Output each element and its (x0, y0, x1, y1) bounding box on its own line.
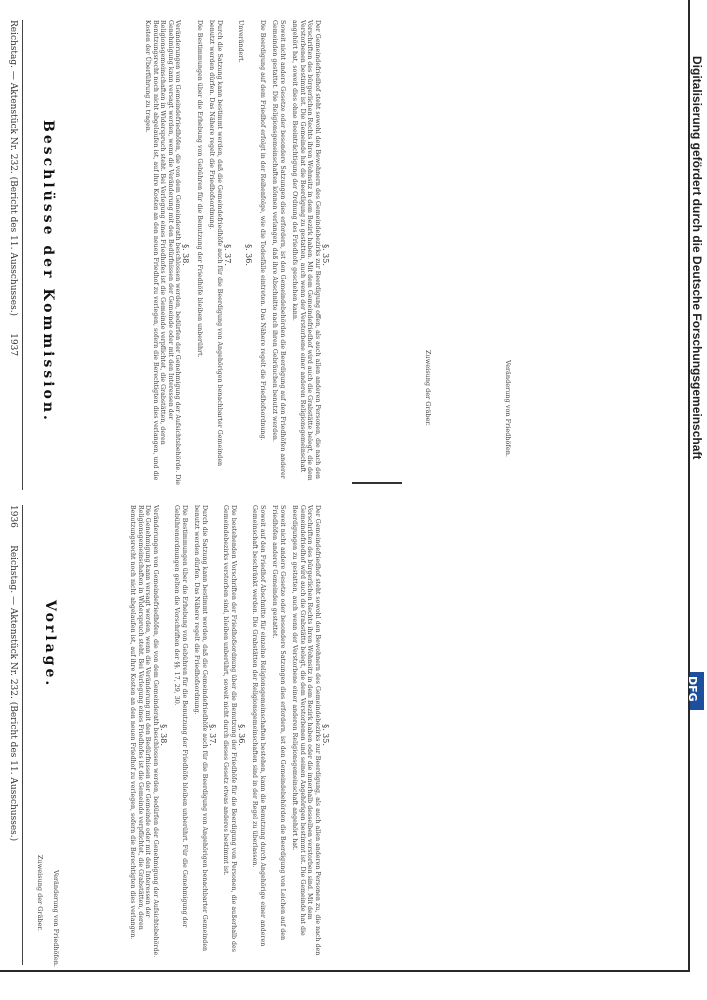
section-label: §. 35. (321, 724, 330, 746)
section-text: Durch die Satzung kann bestimmt werden, daß die Gemeindefriedhöfe auch für die Beerdigung von Angehörigen benachbarter Gemeinden benutzt werden dürfen. Das Nähere regelt die Friedhofsordnung. (208, 20, 223, 467)
right-section (208, 20, 232, 490)
section-label: §. 38. (181, 244, 191, 266)
head-rule-left (22, 505, 23, 965)
section-text: Soweit nicht andere Gesetze oder besondere Satzungen dies erfordern, ist den Gemeindebehörden die Beerdigung auf den Friedhöfen anderer Gemeinden gestattet. Die Religionsgemeinschaften können verlangen, daß ihre Abschnitte nach ihren Gebräuchen benutzt werden. (271, 20, 286, 479)
section-text: Die Beerdigung auf dem Friedhof erfolgt in der Reihenfolge, wie die Todesfälle eintreten. Das Nähere regelt die Friedhofsordnung. (259, 20, 266, 441)
left-section (251, 505, 266, 965)
section-label: §. 36. (244, 244, 254, 266)
left-section (291, 505, 330, 965)
running-head-left-text: Reichstag. — Aktenstück Nr. 232. (Bericht des 11. Ausschusses.) (8, 545, 18, 842)
left-section (271, 505, 286, 965)
left-section (193, 505, 217, 965)
section-text: Unverändert. (237, 20, 245, 63)
section-label: §. 38. (159, 724, 168, 746)
right-section (196, 20, 204, 490)
section-label: §. 35. (321, 244, 330, 266)
right-column (139, 20, 330, 490)
section-text: Die Bestimmungen über die Erhebung von Gebühren für die Benutzung der Friedhöfe bleiben unberührt. Für die Genehmigung der Gebührenordnungen gelten die Vorschriften der §§. 17, 29, 30. (173, 505, 188, 928)
section-text: Veränderungen von Gemeindefriedhöfen, die von dem Gemeinderath beschlossen werden, bedürfen der Genehmigung der Aufsichtsbehörde. Die Genehmigung kann versagt werden, wenn die Veränderung mit den Bedürfnissen der Gemeinde oder mit den Interessen der Religionsgemeinschaften in Widerspruch steht. Bei Verlegung eines Friedhofes ist die Gemeinde verpflichtet, die Grabstätten, deren Benutzungsrecht noch nicht abgelaufen ist, auf ihre Kosten an den neuen Friedhof zu verlegen, sofern die Berechtigten dies verlangen, und die Kosten der Überführung zu tragen. (144, 20, 182, 486)
right-section (144, 20, 191, 490)
page-number-right: 1937 (8, 333, 18, 357)
section-text: Der Gemeindefriedhof steht sowohl den Bewohnern des Gemeindebezirks zur Beerdigung offen, als auch allen anderen Personen, die nach den Vorschriften des bürgerlichen Rechts ihren Wohnsitz in dem Bezirk haben. Mit dem Gemeindefriedhof wird auch die Grabstätte belegt, die dem Verstorbenen bestimmt ist. Die Gemeinde hat die Beerdigung zu gestatten, auch wenn der Verstorbene einer anderen Religionsgemeinschaft angehört hat, soweit dies ohne Beeinträchtigung der Ordnung des Friedhofs geschehen kann. (291, 20, 321, 481)
running-head-left (7, 505, 18, 841)
right-section (291, 20, 330, 490)
watermark-text: Digitalisierung gefördert durch die Deutsche Forschungsgemeinschaft (690, 56, 704, 460)
margin-note-left-2: Veränderung von Friedhöfen. (52, 870, 60, 967)
page-edge-bottom (0, 970, 690, 972)
section-text: Soweit auf den Friedhof Abschnitte für einzelne Religionsgemeinschaften bestehen, kann die Benutzung durch Angehörige einer anderen Gemeinschaft beschränkt werden. Die Grabstätten der Religionsgemeinschaften sind in der Regel zu überlassen. (251, 505, 266, 947)
section-text: Die Bestimmungen über die Erhebung von Gebühren für die Benutzung der Friedhöfe bleiben unberührt. (196, 20, 203, 358)
left-section (222, 505, 246, 965)
margin-note-left-1: Zuweisung der Gräber. (36, 855, 44, 931)
margin-note-right-1: Zuweisung der Gräber. (424, 350, 432, 426)
right-section (237, 20, 254, 490)
left-section (173, 505, 188, 965)
section-text: Soweit nicht andere Gesetze oder besondere Satzungen dies erfordern, ist den Gemeindebehörden die Beerdigung von Leichen auf den Friedhöfen anderer Gemeinden gestattet. (271, 505, 286, 941)
running-head-right-text: Reichstag. — Aktenstück Nr. 232. (Bericht des 11. Ausschusses.) (8, 20, 18, 317)
section-text: Der Gemeindefriedhof steht sowohl den Bewohnern des Gemeindebezirks zur Beerdigung, als auch allen anderen Personen zu, die nach den Vorschriften des bürgerlichen Rechts ihren Wohnsitz in dem Bezirk haben oder die innerhalb desselben verstorben sind. Mit dem Gemeindefriedhof wird auch die Grabstätte belegt, die dem Verstorbenen und seinen Angehörigen bestimmt ist. Die Gemeinde hat die Beerdigungen zu gestatten, auch wenn der Verstorbene einer anderen Religionsgemeinschaft angehört hat. (291, 505, 321, 956)
column-separator (352, 482, 402, 484)
left-title: Vorlage. (42, 600, 58, 689)
running-head-right (7, 20, 18, 356)
section-text: Die bestehenden Vorschriften der Friedhofsordnung über die Benutzung der Friedhöfe für die Beerdigung von Personen, die außerhalb des Gemeindebezirks verstorben sind, bleiben unberührt, soweit nicht durch dieses Gesetz etwas anderes bestimmt ist. (222, 505, 237, 952)
section-label: §. 37. (223, 244, 232, 266)
section-text: Durch die Satzung kann bestimmt werden, daß die Gemeindefriedhöfe auch für die Beerdigung von Angehörigen benachbarter Gemeinden benutzt werden dürfen. Das Nähere regelt die Friedhofsordnung. (193, 505, 208, 952)
dfg-logo-icon (686, 672, 704, 710)
section-label: §. 37. (208, 724, 217, 746)
section-text: Veränderungen von Gemeindefriedhöfen, die von dem Gemeinderath beschlossen werden, bedürfen der Genehmigung der Aufsichtsbehörde. Die Genehmigung kann versagt werden, wenn die Veränderung mit den Bedürfnissen der Gemeinde oder mit den Interessen der Religionsgemeinschaften in Widerspruch steht. Bei Verlegung eines Friedhofes ist die Gemeinde verpflichtet, die Grabstätten, deren Benutzungsrecht noch nicht abgelaufen ist, auf ihre Kosten an den neuen Friedhof zu verlegen, sofern die Berechtigten dies verlangen. (129, 505, 159, 958)
left-section (129, 505, 168, 965)
left-column (124, 505, 330, 965)
margin-note-right-2: Veränderung von Friedhöfen. (504, 360, 512, 457)
right-section (259, 20, 267, 490)
watermark-banner (686, 12, 704, 988)
head-rule-right (22, 20, 23, 490)
page-number-left: 1936 (8, 505, 18, 528)
section-label: §. 36. (237, 724, 246, 746)
right-title: Beschlüsse der Kommission. (40, 120, 56, 423)
right-section (271, 20, 286, 490)
dfg-badge: DFG (686, 676, 699, 702)
